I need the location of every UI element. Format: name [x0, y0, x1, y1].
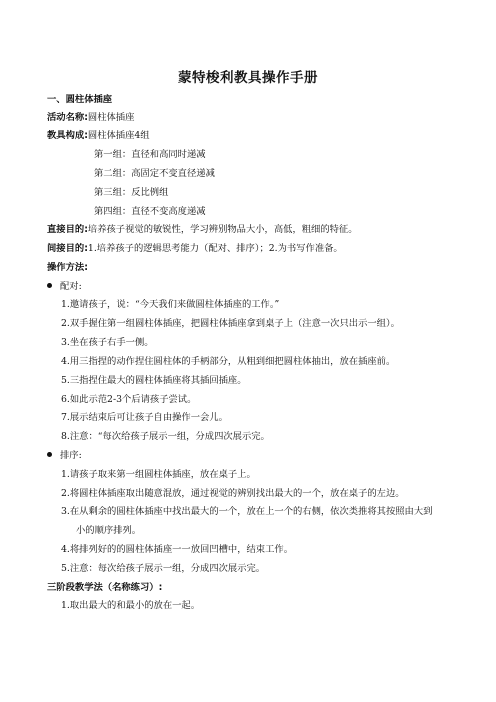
- pairing-step: 1.邀请孩子，说：“今天我们来做圆柱体插座的工作。”: [61, 299, 280, 310]
- sorting-step: 3.在从剩余的圆柱体插座中找出最大的一个，放在上一个的右侧，依次类推将其按照由大到: [61, 506, 433, 517]
- direct-purpose-label: 直接目的:: [47, 224, 88, 235]
- indirect-purpose-row: [47, 243, 343, 255]
- three-stage-step: 1.取出最大的和最小的放在一起。: [61, 600, 201, 611]
- sorting-heading: [47, 450, 82, 462]
- section-heading: 一、圆柱体插座: [47, 94, 113, 105]
- pairing-step: 4.用三指捏的动作捏住圆柱体的手柄部分，从粗到细把圆柱体抽出，放在插座前。: [61, 356, 396, 367]
- sorting-step-continuation: 小的顺序排列。: [76, 525, 142, 536]
- group-item: 第四组：直径不变高度递减: [94, 206, 206, 217]
- pairing-step: 6.如此示范2-3个后请孩子尝试。: [61, 394, 197, 405]
- pairing-heading: [47, 281, 82, 293]
- direct-purpose-row: [47, 224, 358, 236]
- sorting-step: 4.将排列好的的圆柱体插座一一放回凹槽中，结束工作。: [61, 544, 293, 555]
- sorting-label: 排序:: [60, 450, 82, 461]
- indirect-purpose-label: 间接目的:: [47, 243, 88, 254]
- composition-row: [47, 130, 150, 142]
- pairing-step: 5.三指捏住最大的圆柱体插座将其插回插座。: [61, 375, 247, 386]
- method-heading: 操作方法:: [47, 262, 88, 273]
- activity-row: [47, 112, 134, 124]
- sorting-step: 1.请孩子取来第一组圆柱体插座，放在桌子上。: [61, 469, 256, 480]
- direct-purpose-value: 培养孩子视觉的敏锐性，学习辨别物品大小，高低，粗细的特征。: [87, 224, 358, 235]
- pairing-label: 配对:: [60, 281, 82, 292]
- activity-value: 圆柱体插座: [87, 112, 135, 123]
- indirect-purpose-value: 1.培养孩子的逻辑思考能力（配对、排序）；2.为书写作准备。: [87, 243, 343, 254]
- pairing-step: 7.展示结束后可让孩子自由操作一会儿。: [61, 412, 228, 423]
- composition-label: 教具构成:: [47, 130, 88, 141]
- group-item: 第一组：直径和高同时递减: [94, 149, 206, 160]
- pairing-step: 2.双手握住第一组圆柱体插座，把圆柱体插座拿到桌子上（注意一次只出示一组）。: [61, 318, 400, 329]
- page-title: 蒙特梭利教具操作手册: [178, 70, 318, 86]
- group-item: 第三组：反比例组: [94, 187, 169, 198]
- pairing-step: 8.注意：“每次给孩子展示一组，分成四次展示完。: [61, 431, 270, 442]
- composition-value: 圆柱体插座4组: [87, 130, 150, 141]
- pairing-step: 3.坐在孩子右手一侧。: [61, 337, 154, 348]
- bullet-icon: [47, 283, 52, 288]
- activity-label: 活动名称:: [47, 112, 88, 123]
- sorting-step: 2.将圆柱体插座取出随意混放，通过视觉的辨别找出最大的一个，放在桌子的左边。: [61, 488, 405, 499]
- bullet-icon: [47, 452, 52, 457]
- group-item: 第二组：高固定不变直径递减: [94, 168, 215, 179]
- three-stage-heading: 三阶段教学法（名称练习）:: [47, 582, 163, 593]
- sorting-step: 5.注意：每次给孩子展示一组，分成四次展示完。: [61, 563, 266, 574]
